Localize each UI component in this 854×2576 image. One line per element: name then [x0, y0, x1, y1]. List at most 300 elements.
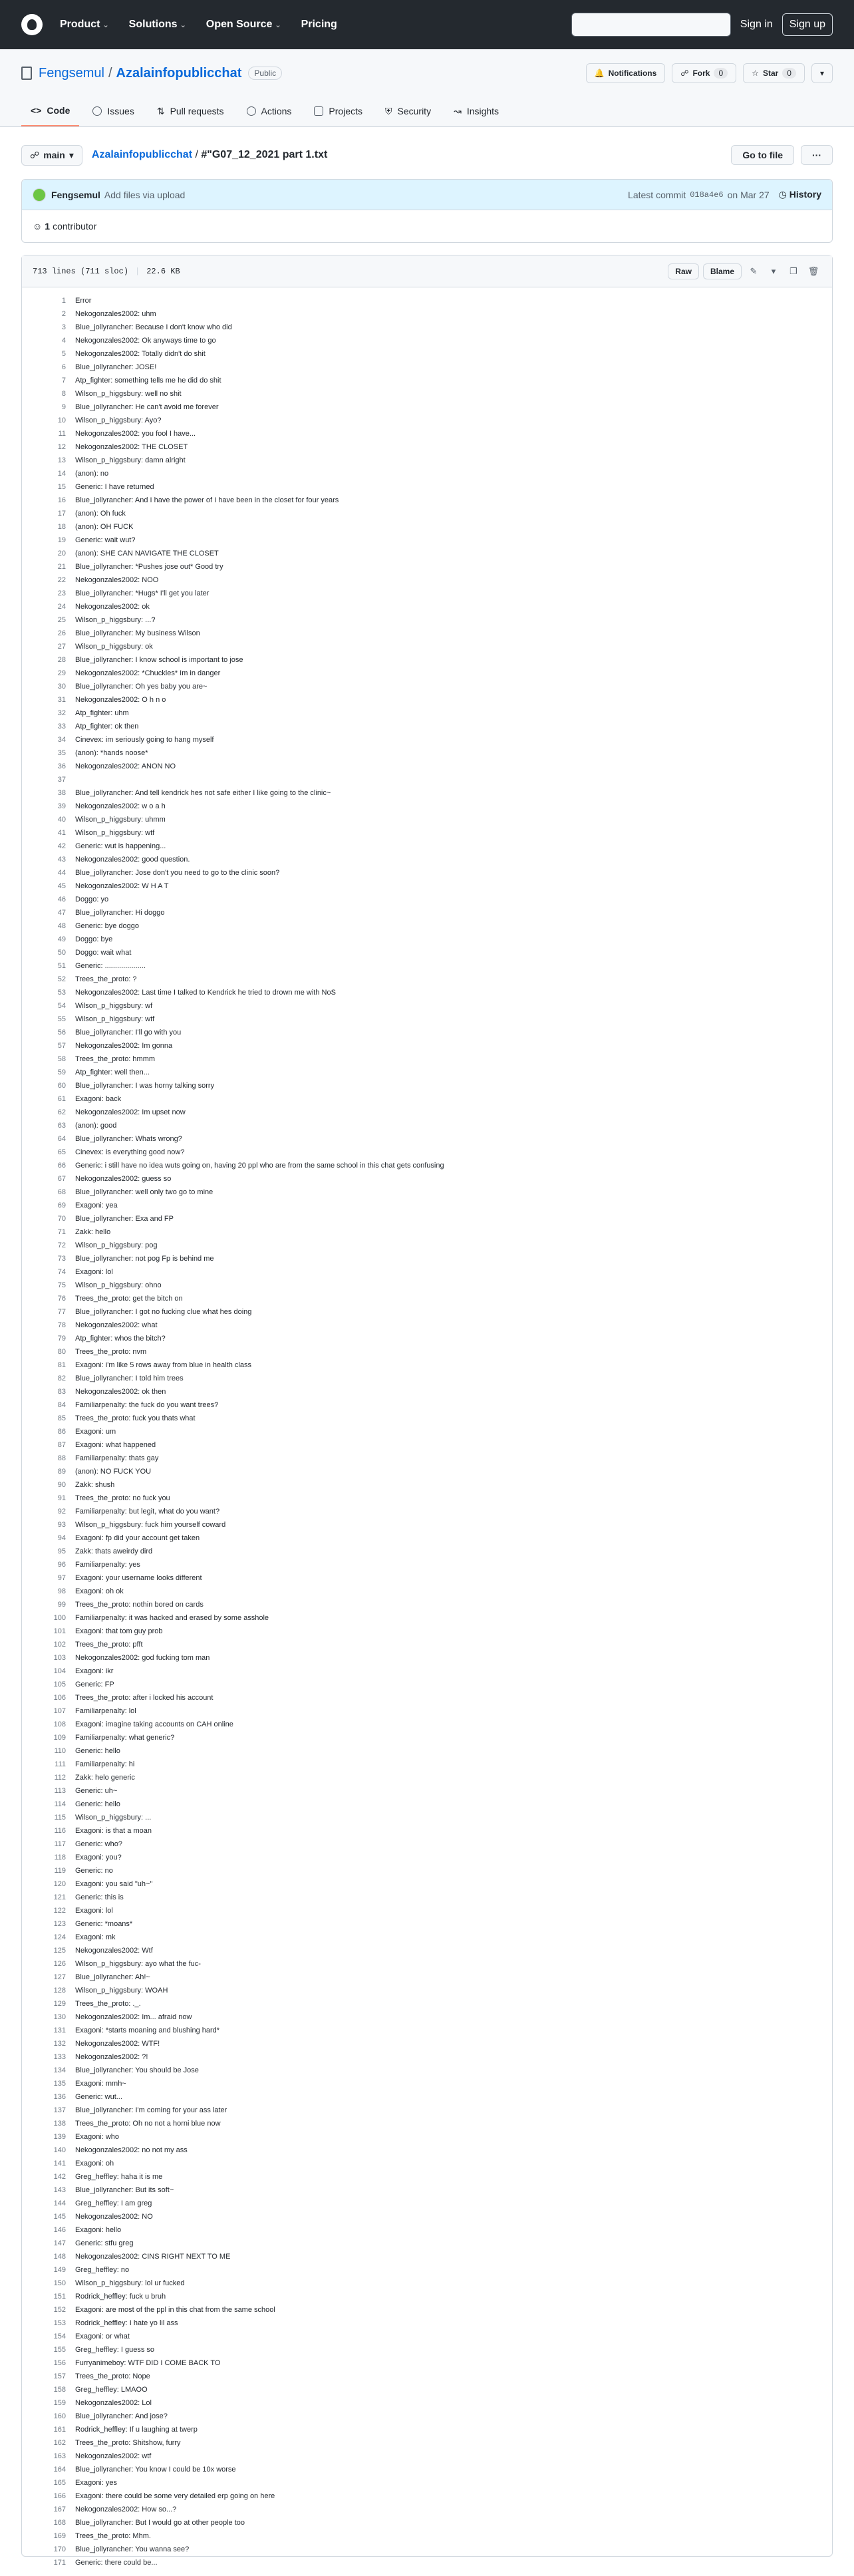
notifications-button[interactable]	[586, 63, 666, 83]
line-number[interactable]: 161	[53, 2426, 66, 2434]
github-logo-icon[interactable]	[21, 14, 43, 35]
line-number[interactable]: 80	[57, 1348, 66, 1356]
go-to-file-button[interactable]: Go to file	[731, 145, 794, 165]
code-line	[22, 1585, 832, 1598]
code-line	[22, 1651, 832, 1665]
line-number[interactable]: 3	[61, 323, 66, 331]
line-number[interactable]: 69	[57, 1202, 66, 1209]
line-number[interactable]: 90	[57, 1481, 66, 1489]
code-line	[22, 2370, 832, 2383]
line-number[interactable]: 170	[53, 2545, 66, 2553]
line-text: Exagoni: what happened	[75, 1441, 156, 1449]
line-number[interactable]: 49	[57, 935, 66, 943]
line-number[interactable]: 159	[53, 2399, 66, 2407]
line-number[interactable]: 165	[53, 2479, 66, 2487]
line-number[interactable]: 37	[57, 776, 66, 784]
line-number[interactable]: 97	[57, 1574, 66, 1582]
line-number[interactable]: 149	[53, 2266, 66, 2274]
line-number[interactable]: 145	[53, 2213, 66, 2221]
fork-button[interactable]	[672, 63, 736, 83]
file-viewer	[21, 255, 833, 2567]
tab-insights[interactable]	[444, 98, 508, 126]
line-number[interactable]: 45	[57, 882, 66, 890]
line-number[interactable]: 56	[57, 1029, 66, 1037]
code-line	[22, 2170, 832, 2183]
line-number[interactable]: 15	[57, 483, 66, 491]
line-number[interactable]: 102	[53, 1641, 66, 1649]
sign-up-button[interactable]: Sign up	[782, 13, 833, 36]
line-number[interactable]: 9	[61, 403, 66, 411]
search-input[interactable]	[571, 13, 731, 37]
line-number[interactable]: 124	[53, 1933, 66, 1941]
line-number[interactable]: 43	[57, 856, 66, 864]
line-number[interactable]: 132	[53, 2040, 66, 2048]
code-line	[22, 454, 832, 467]
blame-button[interactable]: Blame	[703, 263, 742, 279]
line-number[interactable]: 107	[53, 1707, 66, 1715]
line-number[interactable]: 55	[57, 1015, 66, 1023]
line-number[interactable]: 169	[53, 2532, 66, 2540]
line-text: Wilson_p_higgsbury: ...?	[75, 616, 156, 624]
line-number[interactable]: 61	[57, 1095, 66, 1103]
line-number[interactable]: 7	[61, 377, 66, 385]
line-text: Trees_the_proto: get the bitch on	[75, 1295, 183, 1303]
more-options-button[interactable]: ···	[801, 145, 833, 165]
line-number[interactable]: 46	[57, 895, 66, 903]
code-line	[22, 1731, 832, 1744]
commit-sha[interactable]: 018a4e6	[690, 190, 724, 200]
code-line	[22, 1997, 832, 2011]
line-number[interactable]: 158	[53, 2386, 66, 2394]
line-number[interactable]: 100	[53, 1614, 66, 1622]
line-number[interactable]: 139	[53, 2133, 66, 2141]
line-number[interactable]: 127	[53, 1973, 66, 1981]
code-line	[22, 1292, 832, 1305]
line-number[interactable]: 106	[53, 1694, 66, 1702]
line-number[interactable]: 33	[57, 723, 66, 730]
code-line	[22, 520, 832, 534]
line-text: Exagoni: oh ok	[75, 1587, 124, 1595]
line-number[interactable]: 144	[53, 2199, 66, 2207]
line-number[interactable]: 123	[53, 1920, 66, 1928]
pencil-icon[interactable]: ✎	[750, 265, 758, 276]
code-line	[22, 1851, 832, 1864]
code-line	[22, 467, 832, 480]
line-number[interactable]: 5	[61, 350, 66, 358]
line-number[interactable]: 27	[57, 643, 66, 651]
line-number[interactable]: 89	[57, 1468, 66, 1476]
code-line	[22, 1079, 832, 1092]
tab-projects[interactable]	[305, 98, 372, 126]
line-text: (anon): SHE CAN NAVIGATE THE CLOSET	[75, 550, 219, 558]
line-number[interactable]: 65	[57, 1148, 66, 1156]
line-number[interactable]: 114	[54, 1800, 66, 1808]
line-text: Exagoni: um	[75, 1428, 116, 1436]
line-number[interactable]: 52	[57, 975, 66, 983]
line-number[interactable]: 84	[57, 1401, 66, 1409]
code-line	[22, 2130, 832, 2144]
tab-pull-requests[interactable]	[148, 98, 233, 126]
code-line	[22, 307, 832, 321]
chevron-down-icon[interactable]: ▾	[771, 265, 776, 276]
line-number[interactable]: 25	[57, 616, 66, 624]
copy-icon[interactable]: ❐	[789, 265, 797, 276]
line-text: Exagoni: lol	[75, 1907, 113, 1915]
line-number[interactable]: 99	[57, 1601, 66, 1609]
line-number[interactable]: 31	[57, 696, 66, 704]
line-number[interactable]: 167	[53, 2505, 66, 2513]
line-number[interactable]: 77	[57, 1308, 66, 1316]
branch-select-button[interactable]	[21, 145, 82, 166]
line-number[interactable]: 64	[57, 1135, 66, 1143]
code-line	[22, 1092, 832, 1106]
line-number[interactable]: 24	[57, 603, 66, 611]
code-line	[22, 1678, 832, 1691]
line-number[interactable]: 79	[57, 1335, 66, 1343]
code-line	[22, 840, 832, 853]
line-number[interactable]: 59	[57, 1068, 66, 1076]
line-number[interactable]: 50	[57, 949, 66, 957]
code-line	[22, 1119, 832, 1132]
line-number[interactable]: 87	[57, 1441, 66, 1449]
contributors-bar	[22, 210, 832, 242]
line-text: Nekogonzales2002: Lol	[75, 2399, 152, 2407]
line-number[interactable]: 110	[54, 1747, 66, 1755]
line-number[interactable]: 151	[53, 2293, 66, 2301]
line-number[interactable]: 72	[57, 1241, 66, 1249]
repo-name-link[interactable]: Azalainfopublicchat	[116, 65, 242, 80]
line-number[interactable]: 60	[57, 1082, 66, 1090]
code-line	[22, 680, 832, 693]
tab-label: Insights	[466, 106, 499, 116]
line-number[interactable]: 8	[61, 390, 66, 398]
play-icon	[247, 106, 256, 116]
line-number[interactable]: 143	[53, 2186, 66, 2194]
code-line	[22, 1146, 832, 1159]
line-text: Blue_jollyrancher: You know I could be 10x worse	[75, 2466, 236, 2474]
repo-owner-link[interactable]: Fengsemul	[39, 65, 104, 80]
line-number[interactable]: 34	[57, 736, 66, 744]
commit-meta	[628, 190, 770, 200]
line-number[interactable]: 147	[53, 2239, 66, 2247]
line-number[interactable]: 70	[57, 1215, 66, 1223]
line-number[interactable]: 10	[57, 416, 66, 424]
line-number[interactable]: 126	[53, 1960, 66, 1968]
code-line	[22, 946, 832, 959]
line-text: Blue_jollyrancher: *Pushes jose out* Good try	[75, 563, 223, 571]
sign-in-link[interactable]: Sign in	[740, 19, 773, 30]
line-number[interactable]: 101	[53, 1627, 66, 1635]
code-line	[22, 2463, 832, 2476]
line-number[interactable]: 35	[57, 749, 66, 757]
line-number[interactable]: 156	[53, 2359, 66, 2367]
line-number[interactable]: 67	[57, 1175, 66, 1183]
line-number[interactable]: 81	[57, 1361, 66, 1369]
line-number[interactable]: 105	[53, 1681, 66, 1689]
line-number[interactable]: 53	[57, 989, 66, 997]
code-line	[22, 1186, 832, 1199]
line-text: Familiarpenalty: lol	[75, 1707, 136, 1715]
code-line	[22, 2024, 832, 2037]
line-number[interactable]: 78	[57, 1321, 66, 1329]
line-number[interactable]: 163	[53, 2452, 66, 2460]
code-line	[22, 1704, 832, 1718]
line-number[interactable]: 142	[53, 2173, 66, 2181]
line-number[interactable]: 51	[57, 962, 66, 970]
line-number[interactable]: 148	[53, 2253, 66, 2261]
line-number[interactable]: 155	[53, 2346, 66, 2354]
slash-separator: /	[195, 149, 202, 160]
line-number[interactable]: 134	[53, 2066, 66, 2074]
line-number[interactable]: 21	[57, 563, 66, 571]
code-line	[22, 1052, 832, 1066]
line-number[interactable]: 141	[53, 2160, 66, 2168]
line-number[interactable]: 164	[53, 2466, 66, 2474]
line-number[interactable]: 118	[54, 1853, 66, 1861]
line-number[interactable]: 12	[57, 443, 66, 451]
tab-security[interactable]	[376, 98, 440, 126]
line-number[interactable]: 152	[53, 2306, 66, 2314]
line-number[interactable]: 36	[57, 762, 66, 770]
line-text: Nekogonzales2002: no not my ass	[75, 2146, 188, 2154]
line-number[interactable]: 125	[53, 1947, 66, 1955]
line-text: Generic: FP	[75, 1681, 114, 1689]
line-text: Blue_jollyrancher: well only two go to mine	[75, 1188, 214, 1196]
nav-solutions[interactable]	[129, 19, 186, 31]
line-number[interactable]: 30	[57, 683, 66, 691]
line-number[interactable]: 157	[53, 2372, 66, 2380]
line-number[interactable]: 115	[54, 1814, 66, 1822]
code-line	[22, 866, 832, 880]
line-number[interactable]: 160	[53, 2412, 66, 2420]
line-number[interactable]: 116	[54, 1827, 66, 1835]
line-number[interactable]: 16	[57, 496, 66, 504]
line-number[interactable]: 20	[57, 550, 66, 558]
line-number[interactable]: 128	[53, 1987, 66, 1995]
line-number[interactable]: 48	[57, 922, 66, 930]
line-number[interactable]: 23	[57, 589, 66, 597]
nav-open-source[interactable]	[206, 19, 281, 31]
line-number[interactable]: 138	[53, 2120, 66, 2128]
line-number[interactable]: 13	[57, 456, 66, 464]
line-number[interactable]: 54	[57, 1002, 66, 1010]
code-line	[22, 2383, 832, 2396]
line-number[interactable]: 28	[57, 656, 66, 664]
code-line	[22, 613, 832, 627]
code-line	[22, 2556, 832, 2569]
line-number[interactable]: 39	[57, 802, 66, 810]
star-dropdown-button[interactable]	[811, 63, 833, 83]
code-line	[22, 573, 832, 587]
line-number[interactable]: 41	[57, 829, 66, 837]
code-line	[22, 2410, 832, 2423]
line-number[interactable]: 112	[54, 1774, 66, 1782]
line-text: Nekogonzales2002: Totally didn't do shit	[75, 350, 206, 358]
code-line	[22, 1332, 832, 1345]
chevron-down-icon: ▾	[819, 69, 824, 78]
line-number[interactable]: 75	[57, 1281, 66, 1289]
line-text: Atp_fighter: something tells me he did do shit	[75, 377, 221, 385]
nav-product[interactable]	[60, 19, 109, 31]
fork-icon: ☍	[680, 69, 689, 78]
line-number[interactable]: 94	[57, 1534, 66, 1542]
line-number[interactable]: 162	[53, 2439, 66, 2447]
line-number[interactable]: 154	[53, 2333, 66, 2340]
line-number[interactable]: 82	[57, 1374, 66, 1382]
line-text: Familiarpenalty: but legit, what do you want?	[75, 1508, 220, 1516]
code-line	[22, 2543, 832, 2556]
line-number[interactable]: 76	[57, 1295, 66, 1303]
latest-commit-label: Latest commit	[628, 189, 686, 200]
line-number[interactable]: 73	[57, 1255, 66, 1263]
line-number[interactable]: 18	[57, 523, 66, 531]
code-line	[22, 1412, 832, 1425]
line-text: Zakk: helo generic	[75, 1774, 135, 1782]
line-text: Nekogonzales2002: How so...?	[75, 2505, 177, 2513]
line-number[interactable]: 74	[57, 1268, 66, 1276]
code-line	[22, 667, 832, 680]
line-number[interactable]: 104	[53, 1667, 66, 1675]
line-text: Nekogonzales2002: Wtf	[75, 1947, 153, 1955]
code-line	[22, 480, 832, 494]
tab-issues[interactable]	[83, 98, 143, 126]
line-number[interactable]: 153	[53, 2319, 66, 2327]
code-line	[22, 2157, 832, 2170]
line-number[interactable]: 40	[57, 816, 66, 824]
line-number[interactable]: 86	[57, 1428, 66, 1436]
line-number[interactable]: 150	[53, 2279, 66, 2287]
line-text: Trees_the_proto: ._.	[75, 2000, 141, 2008]
line-number[interactable]: 11	[58, 430, 66, 438]
breadcrumb-repo-link[interactable]: Azalainfopublicchat	[91, 149, 193, 160]
line-number[interactable]: 85	[57, 1414, 66, 1422]
line-number[interactable]: 44	[57, 869, 66, 877]
line-number[interactable]: 1	[61, 297, 66, 305]
line-number[interactable]: 58	[57, 1055, 66, 1063]
line-number[interactable]: 91	[57, 1494, 66, 1502]
line-number[interactable]: 63	[57, 1122, 66, 1130]
nav-label: Open Source	[206, 19, 273, 30]
line-number[interactable]: 146	[53, 2226, 66, 2234]
code-line	[22, 919, 832, 933]
tab-code[interactable]	[21, 98, 79, 126]
line-text: Wilson_p_higgsbury: ...	[75, 1814, 152, 1822]
line-number[interactable]: 166	[53, 2492, 66, 2500]
chevron-down-icon: ⌄	[180, 21, 186, 29]
line-number[interactable]: 83	[57, 1388, 66, 1396]
line-number[interactable]: 19	[57, 536, 66, 544]
line-text: Generic: stfu greg	[75, 2239, 134, 2247]
tab-label: Code	[47, 105, 71, 116]
line-number[interactable]: 47	[57, 909, 66, 917]
branch-label: main	[43, 150, 65, 160]
line-number[interactable]: 32	[57, 709, 66, 717]
line-number[interactable]: 168	[53, 2519, 66, 2527]
line-number[interactable]: 103	[53, 1654, 66, 1662]
line-number[interactable]: 38	[57, 789, 66, 797]
line-number[interactable]: 121	[53, 1893, 66, 1901]
repo-tabs	[21, 98, 833, 126]
line-number[interactable]: 136	[53, 2093, 66, 2101]
code-line	[22, 707, 832, 720]
line-number[interactable]: 22	[57, 576, 66, 584]
code-line	[22, 547, 832, 560]
code-line	[22, 2330, 832, 2343]
code-line	[22, 560, 832, 573]
line-number[interactable]: 14	[57, 470, 66, 478]
line-number[interactable]: 29	[57, 669, 66, 677]
line-number[interactable]: 93	[57, 1521, 66, 1529]
shield-icon: ⛨	[385, 105, 392, 116]
contributors-count[interactable]: 1	[45, 221, 51, 232]
line-number[interactable]: 130	[53, 2013, 66, 2021]
line-number[interactable]: 120	[53, 1880, 66, 1888]
code-line	[22, 1452, 832, 1465]
line-number[interactable]: 6	[61, 363, 66, 371]
raw-button[interactable]: Raw	[668, 263, 699, 279]
line-number[interactable]: 119	[54, 1867, 66, 1875]
nav-pricing[interactable]: Pricing	[301, 19, 337, 30]
code-line	[22, 826, 832, 840]
avatar[interactable]	[33, 188, 46, 202]
line-number[interactable]: 17	[57, 510, 66, 518]
line-number[interactable]: 26	[57, 629, 66, 637]
line-number[interactable]: 133	[53, 2053, 66, 2061]
line-number[interactable]: 108	[53, 1720, 66, 1728]
line-number[interactable]: 71	[57, 1228, 66, 1236]
line-number[interactable]: 117	[54, 1840, 66, 1848]
line-number[interactable]: 113	[54, 1787, 66, 1795]
trash-icon[interactable]: 🗑	[807, 265, 819, 276]
line-number[interactable]: 131	[53, 2026, 66, 2034]
line-number[interactable]: 95	[57, 1547, 66, 1555]
line-number[interactable]: 111	[55, 1760, 66, 1768]
line-number[interactable]: 66	[57, 1162, 66, 1170]
line-number[interactable]: 62	[57, 1108, 66, 1116]
line-number[interactable]: 96	[57, 1561, 66, 1569]
line-text: Nekogonzales2002: *Chuckles* Im in danger	[75, 669, 221, 677]
commit-author[interactable]: Fengsemul	[51, 189, 100, 200]
line-text: Generic: no	[75, 1867, 113, 1875]
line-number[interactable]: 109	[53, 1734, 66, 1742]
line-text: Blue_jollyrancher: I'm coming for your ass later	[75, 2106, 227, 2114]
line-number[interactable]: 88	[57, 1454, 66, 1462]
star-button[interactable]	[743, 63, 805, 83]
line-number[interactable]: 92	[57, 1508, 66, 1516]
line-number[interactable]: 171	[53, 2559, 66, 2567]
line-number[interactable]: 140	[53, 2146, 66, 2154]
line-number[interactable]: 135	[53, 2080, 66, 2088]
line-text: Blue_jollyrancher: Jose don't you need to go to the clinic soon?	[75, 869, 280, 877]
line-number[interactable]: 57	[57, 1042, 66, 1050]
line-number[interactable]: 129	[53, 2000, 66, 2008]
line-number[interactable]: 68	[57, 1188, 66, 1196]
line-number[interactable]: 98	[57, 1587, 66, 1595]
tab-actions[interactable]	[237, 98, 301, 126]
line-text: Doggo: wait what	[75, 949, 132, 957]
line-text: Exagoni: mk	[75, 1933, 116, 1941]
code-line	[22, 507, 832, 520]
line-text: Nekogonzales2002: guess so	[75, 1175, 172, 1183]
line-number[interactable]: 42	[57, 842, 66, 850]
history-link[interactable]	[779, 189, 821, 200]
line-number[interactable]: 137	[53, 2106, 66, 2114]
commit-message[interactable]: Add files via upload	[104, 189, 186, 200]
line-number[interactable]: 4	[61, 337, 66, 345]
line-number[interactable]: 122	[53, 1907, 66, 1915]
line-number[interactable]: 2	[61, 310, 66, 318]
line-text: Generic: uh~	[75, 1787, 118, 1795]
